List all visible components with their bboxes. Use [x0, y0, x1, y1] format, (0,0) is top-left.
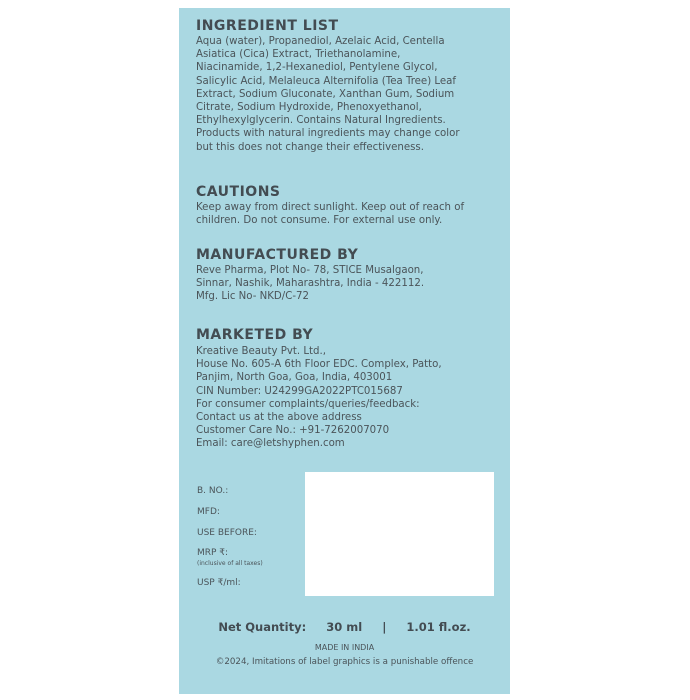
use-before-label: USE BEFORE: — [197, 528, 257, 538]
net-quantity-floz: 1.01 fl.oz. — [406, 620, 471, 634]
net-quantity-separator: | — [382, 620, 387, 634]
ingredients-text: Aqua (water), Propanediol, Azelaic Acid, Centella Asiatica (Cica) Extract, Triethanolamine, Niacinamide, 1,2-Hexanediol, Pentylene Glycol, Salicylic Acid, Melaleuca Alternifolia (Tea Tree) Leaf Extract, Sodium Gluconate, Xanthan Gum, Sodium Citrate, Sodium Hydroxide, Phenoxyethanol, Ethylhexylglycerin. Contains Natural Ingredients. Products with natural ingredients may change color but this does not change their effectiveness. — [196, 36, 460, 153]
net-quantity-label: Net Quantity: — [218, 620, 307, 634]
batch-print-box — [305, 472, 494, 596]
marketed-by-heading: MARKETED BY — [196, 327, 314, 343]
batch-number-label: B. NO.: — [197, 486, 229, 496]
manufactured-by-heading: MANUFACTURED BY — [196, 247, 359, 263]
mfd-label: MFD: — [197, 507, 220, 517]
made-in-text: MADE IN INDIA — [314, 643, 375, 652]
usp-label: USP ₹/ml: — [197, 578, 241, 588]
mrp-label: MRP ₹: — [197, 548, 229, 558]
ingredients-heading: INGREDIENT LIST — [196, 18, 339, 34]
cautions-text: Keep away from direct sunlight. Keep out of reach of children. Do not consume. For external use only. — [196, 202, 465, 227]
marketed-by-text: Kreative Beauty Pvt. Ltd., House No. 605-A 6th Floor EDC. Complex, Patto, Panjim, North Goa, Goa, India, 403001 CIN Number: U24299GA2022PTC015687 For consumer complaints/queries/feedback: Contact us at the above address Customer Care No.: +91-7262007070 Email: care@letshyphen.com — [196, 346, 442, 450]
net-quantity — [179, 620, 510, 634]
copyright-text: ©2024, Imitations of label graphics is a punishable offence — [215, 657, 474, 667]
net-quantity-ml: 30 ml — [326, 620, 363, 634]
product-label-panel — [179, 8, 510, 694]
mrp-note: (inclusive of all taxes) — [197, 560, 263, 567]
cautions-heading: CAUTIONS — [196, 184, 281, 200]
manufactured-by-text: Reve Pharma, Plot No- 78, STICE Musalgaon, Sinnar, Nashik, Maharashtra, India - 422112. Mfg. Lic No- NKD/C-72 — [196, 265, 425, 303]
